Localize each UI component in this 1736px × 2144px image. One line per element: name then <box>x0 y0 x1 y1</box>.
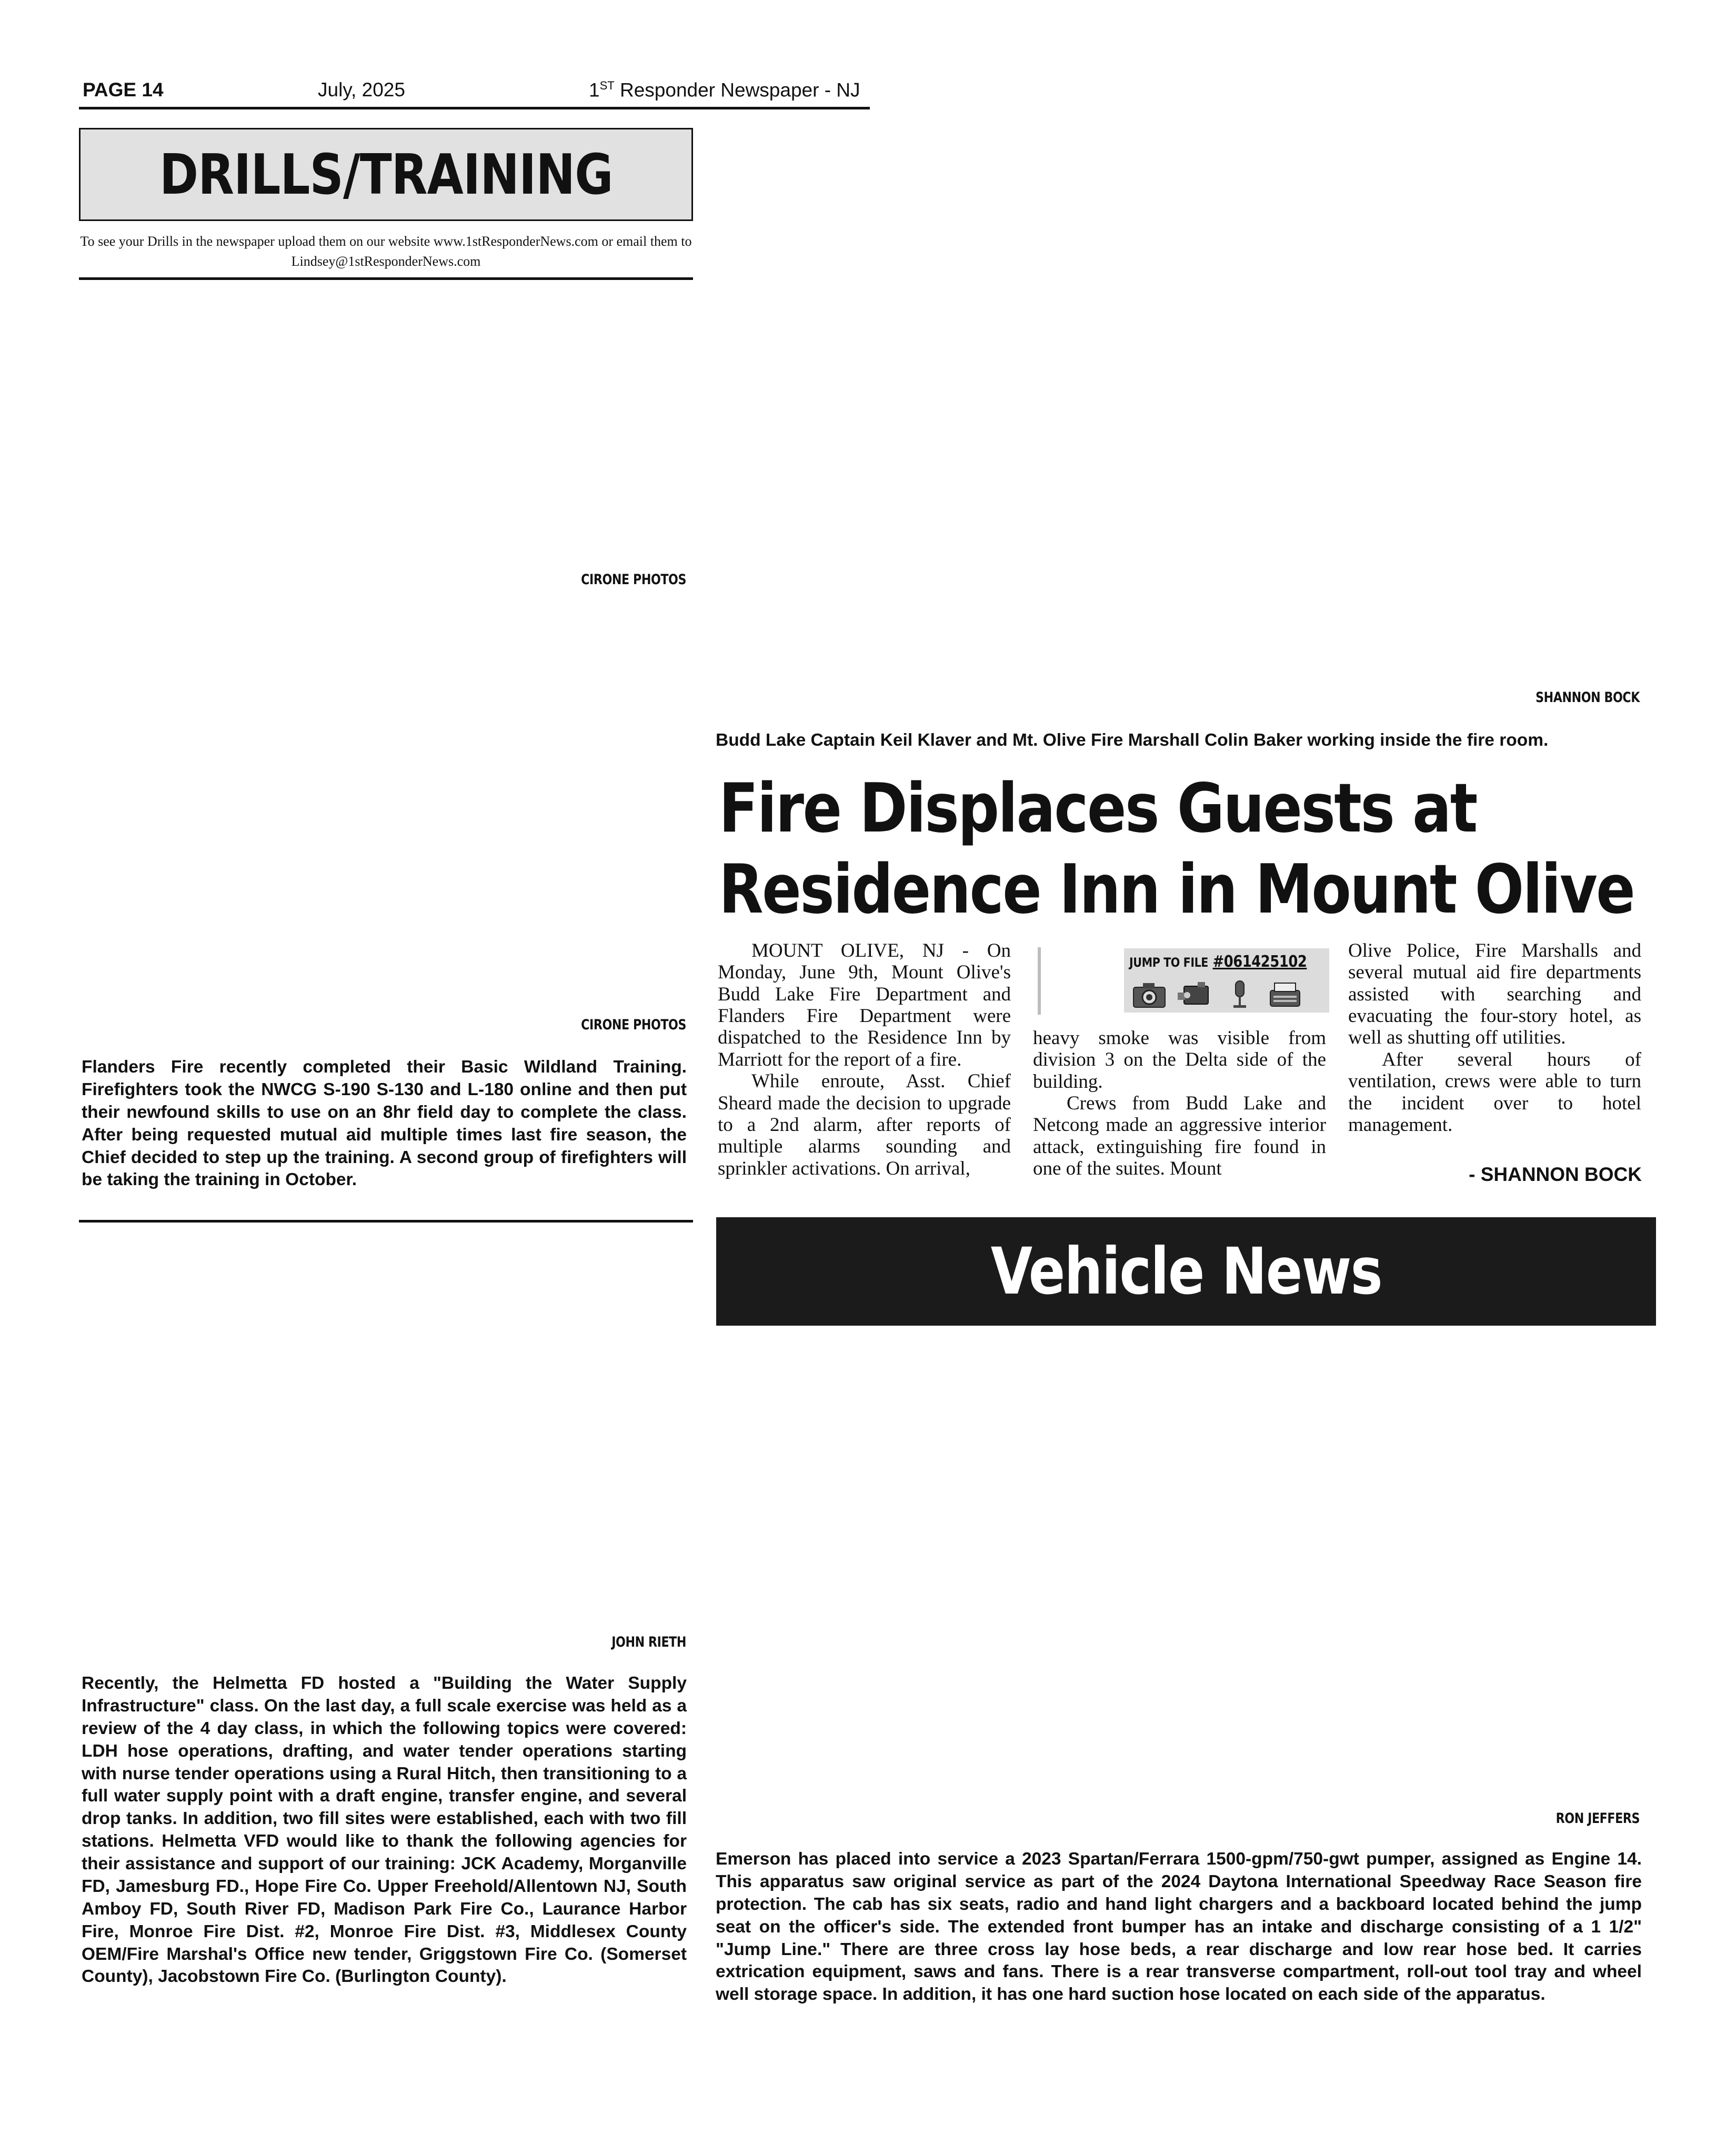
photo-credit: CIRONE PHOTOS <box>581 572 686 588</box>
article-paragraph: While enroute, Asst. Chief Sheard made the decision to upgrade to a 2nd alarm, after reports of multiple alarms sounding and sprinkler activations. On arrival, <box>718 1070 1011 1179</box>
header-rule <box>79 107 870 109</box>
jump-panel <box>1124 948 1329 1013</box>
newspaper-name <box>589 79 860 101</box>
fire-room-caption: Budd Lake Captain Keil Klaver and Mt. Olive Fire Marshall Colin Baker working inside the fire room. <box>716 730 1549 750</box>
section-title: DRILLS/TRAINING <box>159 142 613 207</box>
article-headline: Fire Displaces Guests at Residence Inn in Mount Olive <box>719 769 1634 929</box>
typewriter-icon <box>1267 979 1303 1009</box>
camera-icon <box>1131 979 1167 1009</box>
article-paragraph: Olive Police, Fire Marshalls and several mutual aid fire departments assisted with searching and evacuating the four-story hotel, as well as shutting off utilities. <box>1348 940 1641 1049</box>
jump-to-file-link[interactable] <box>1129 953 1307 971</box>
article-paragraph: After several hours of ventilation, crews were able to turn the incident over to hotel management. <box>1348 1048 1641 1136</box>
vehicle-news-title: Vehicle News <box>990 1234 1382 1309</box>
page-number: PAGE 14 <box>83 79 164 101</box>
article-paragraph: MOUNT OLIVE, NJ - On Monday, June 9th, Mount Olive's Budd Lake Fire Department and Flanders Fire Department were dispatched to the Residence Inn by Marriott for the report of a fire. <box>718 940 1011 1070</box>
emerson-caption: Emerson has placed into service a 2023 Spartan/Ferrara 1500-gpm/750-gwt pumper, assigned as Engine 14. This apparatus saw original service as part of the 2024 Daytona International Speedway Race Season fire protection. The cab has six seats, radio and hand light chargers and a backboard located behind the jump seat on the officer's side. The extended front bumper has an intake and discharge consisting of a 1 1/2" "Jump Line." There are three cross lay hose beds, a rear discharge and low rear hose bed. It carries extrication equipment, saws and fans. There is a rear transverse compartment, roll-out tool tray and wheel well storage space. In addition, it has one hard suction hose located on each side of the apparatus. <box>716 1849 1642 2005</box>
photo-credit: RON JEFFERS <box>1556 1810 1640 1827</box>
vehicle-news-banner <box>716 1217 1656 1326</box>
jump-icons <box>1131 979 1303 1009</box>
article-column-1 <box>718 940 1011 1179</box>
article-column-2 <box>1033 1027 1326 1180</box>
paper-title: Responder Newspaper - NJ <box>619 79 860 101</box>
article-byline: - SHANNON BOCK <box>1469 1164 1642 1185</box>
article-paragraph: Crews from Budd Lake and Netcong made an aggressive interior attack, extinguishing fire found in one of the suites. Mount <box>1033 1093 1326 1180</box>
submission-note: To see your Drills in the newspaper upload them on our website www.1stResponderNews.com or email them to Lindsey@1stResponderNews.com <box>80 234 692 269</box>
jump-file-number: #061425102 <box>1212 953 1307 971</box>
microphone-icon <box>1222 979 1258 1009</box>
helmetta-caption: Recently, the Helmetta FD hosted a "Building the Water Supply Infrastructure" class. On the last day, a full scale exercise was held as a review of the 4 day class, in which the following topics were covered: LDH hose operations, drafting, and water tender operations starting with nurse tender operations using a Rural Hitch, then transitioning to a full water supply point with a draft engine, transfer engine, and several drop tanks. In addition, two fill sites were established, each with two fill stations. Helmetta VFD would like to thank the following agencies for their assistance and support of our training: JCK Academy, Morganville FD, Jamesburg FD., Hope Fire Co. Upper Freehold/Allentown NJ, South Amboy FD, South River FD, Madison Park Fire Co., Laurance Harbor Fire, Monroe Fire Dist. #2, Monroe Fire Dist. #3, Middlesex County OEM/Fire Marshal's Office new tender, Griggstown Fire Co. (Somerset County), Jacobstown Fire Co. (Burlington County). <box>82 1674 687 1987</box>
section-rule <box>79 277 693 280</box>
photo-credit: SHANNON BOCK <box>1536 689 1640 706</box>
article-column-3 <box>1348 940 1641 1136</box>
issue-date: July, 2025 <box>318 79 405 101</box>
article-paragraph: heavy smoke was visible from division 3 on the Delta side of the building. <box>1033 1027 1326 1093</box>
section-title-box <box>79 128 693 221</box>
flanders-caption: Flanders Fire recently completed their Basic Wildland Training. Firefighters took the NWCG S-190 S-130 and L-180 online and then put their newfound skills to use on an 8hr field day to complete the class. After being requested mutual aid multiple times last fire season, the Chief decided to step up the training. A second group of firefighters will be taking the training in October. <box>82 1057 687 1190</box>
jump-label-prefix: JUMP TO FILE <box>1129 955 1208 970</box>
photo-credit: JOHN RIETH <box>611 1634 686 1650</box>
video-camera-icon <box>1177 979 1212 1009</box>
photo-credit: CIRONE PHOTOS <box>581 1017 686 1033</box>
jump-divider <box>1038 947 1041 1015</box>
paper-prefix: 1 <box>589 79 600 101</box>
caption-rule <box>79 1220 693 1223</box>
paper-superscript: ST <box>599 79 615 92</box>
jump-to-file-widget[interactable] <box>1038 947 1332 1015</box>
